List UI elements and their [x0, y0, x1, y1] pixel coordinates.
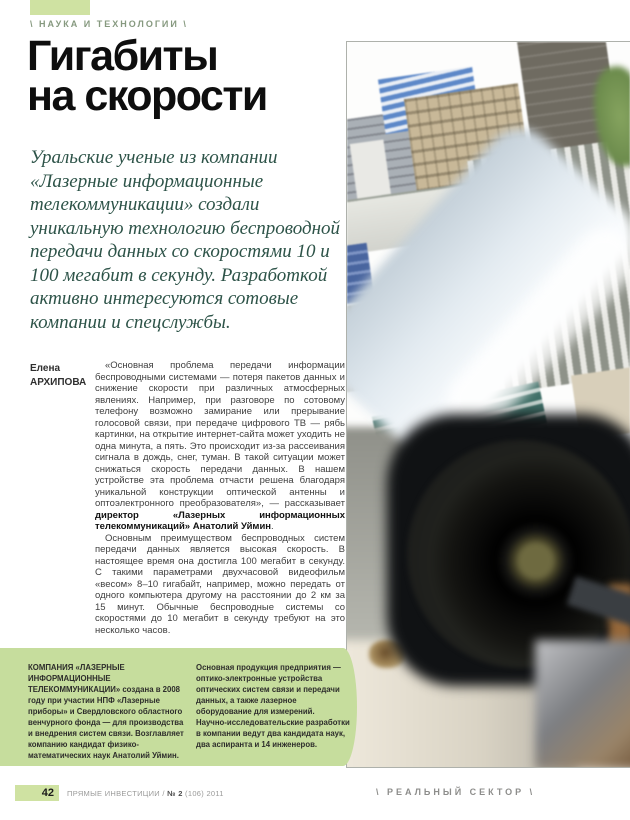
company-infobox: [0, 648, 357, 766]
infobox-company-text: создана в 2008 году при участии НПФ «Лазерные приборы» и Свердловского областного венчурного фонда — для производства и внедрения систем связи. Возглавляет компанию кандидат физико-математических наук Анатолий Уймин.: [28, 685, 184, 760]
issue-info: [67, 789, 224, 798]
infobox-products: Основная продукция предприятия — оптико-электронные устройства оптических систем связи и передачи данных, а также лазерное оборудование для измерений.: [196, 663, 341, 716]
infobox-company-name: КОМПАНИЯ «ЛАЗЕРНЫЕ ИНФОРМАЦИОННЫЕ ТЕЛЕКОММУНИКАЦИИ»: [28, 663, 125, 694]
author-byline: [30, 362, 86, 390]
infobox-staff: Научно-исследовательские разработки в компании ведут два кандидата наук, два аспиранта и 14 инженеров.: [196, 718, 350, 749]
accent-block: [30, 0, 90, 15]
author-first-name: Елена: [30, 363, 61, 374]
infobox-column-1: [28, 662, 188, 761]
paragraph-1-end: .: [271, 521, 274, 532]
lead-paragraph: Уральские ученые из компании «Лазерные информационные телекоммуникации» создали уникальную технологию беспроводной передачи данных со скоростями 10 и 100 мегабит в секунду. Разработкой активно интересуются сотовые компании и спецслужбы.: [30, 147, 341, 333]
paragraph-1-bold: директор «Лазерных информационных телекоммуникаций» Анатолий Уймин: [95, 509, 345, 532]
paragraph-1: [95, 360, 345, 533]
title-line-2: на скорости: [27, 72, 267, 120]
article-body: [95, 360, 345, 636]
section-tag: \ РЕАЛЬНЫЙ СЕКТОР \: [376, 787, 536, 797]
rubric-tag: \ НАУКА И ТЕХНОЛОГИИ \: [30, 19, 188, 29]
issue-title: ПРЯМЫЕ ИНВЕСТИЦИИ /: [67, 789, 168, 798]
paragraph-1-text: «Основная проблема передачи информации беспроводными системами — потеря пакетов данных и снижение скорости при различных атмосферных явлениях. Например, при разговоре по сотовому телефону возможно замирание или прерывание голосовой связи, при передаче цифрового ТВ — рябь картинки, на открытие интернет-сайта может уходить не одна минута, а пять. Это происходит из-за рассеивания сигнала в дождь, снег, туман. В такой ситуации может снижаться скорость передачи данных. В нашем устройстве эта проблема отчасти решена благодаря уникальной конструкции оптической антенны и оптоэлектронного преобразователя», — рассказывает: [95, 360, 345, 509]
author-last-name: АРХИПОВА: [30, 377, 87, 388]
infobox-column-2: [196, 662, 354, 750]
paragraph-2: Основным преимуществом беспроводных систем передачи данных является высокая скорость. В настоящее время она достигла 100 мегабит в секунду. С такими параметрами двухчасовой видеофильм «весом» 8–10 гигабайт, например, можно передать от одного компьютера другому на расстоянии до 2 км за 15 минут. Обычные беспроводные системы со скоростями до 10 мегабит в секунду требуют на это несколько часов.: [95, 532, 345, 636]
page-title: [27, 32, 267, 120]
issue-number: № 2: [167, 789, 183, 798]
device-mount: [535, 640, 630, 768]
title-line-1: Гигабиты: [27, 32, 218, 80]
issue-year: (106) 2011: [182, 789, 224, 798]
laser-device-lens: [407, 440, 630, 668]
page-number: 42: [15, 785, 59, 801]
article-photo: [346, 41, 630, 768]
